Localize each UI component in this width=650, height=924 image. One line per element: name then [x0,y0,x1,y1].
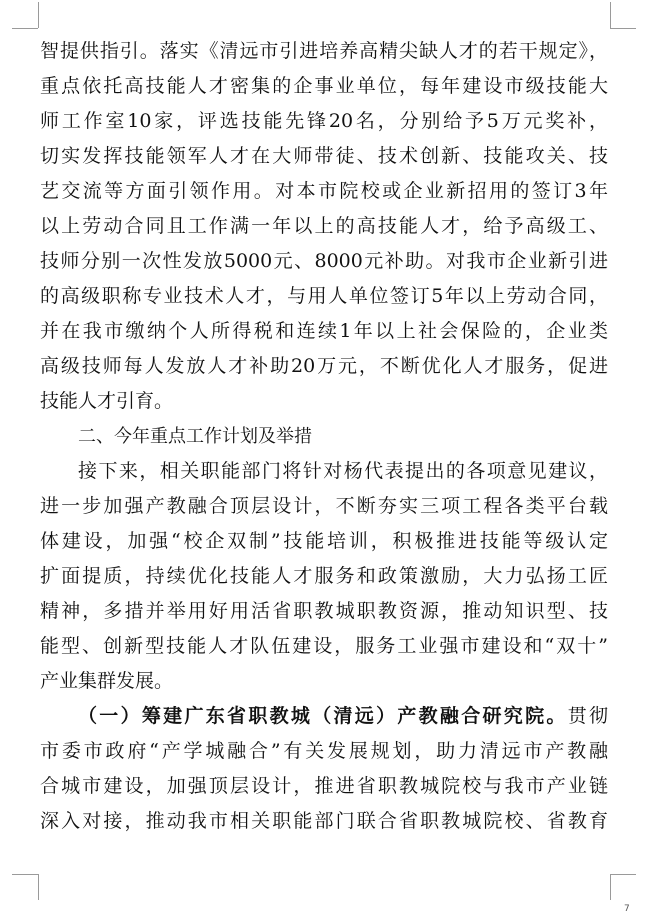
crop-mark-top-left [38,2,39,28]
crop-mark-bottom-right [610,874,636,875]
paragraph-line: 产业集群发展。 [40,670,174,692]
paragraph-line: 技师分别一次性发放5000元、8000元补助。对我市企业新引进 [40,250,608,272]
paragraph-line: 师工作室10家，评选技能先锋20名，分别给予5万元奖补， [40,110,608,132]
paragraph-line: 体建设，加强“校企双制”技能培训，积极推进技能等级认定 [40,530,608,552]
crop-mark-bottom-left [12,874,38,875]
paragraph-line: 并在我市缴纳个人所得税和连续1年以上社会保险的，企业类 [40,320,608,342]
paragraph-line: 智提供指引。落实《清远市引进培养高精尖缺人才的若干规定》， [40,40,608,62]
paragraph-line: 能型、创新型技能人才队伍建设，服务工业强市建设和“双十” [40,635,608,657]
crop-mark-top-right [610,28,636,29]
subsection-title: （一）筹建广东省职教城（清远）产教融合研究院。 [78,705,568,727]
paragraph-line: 深入对接，推动我市相关职能部门联合省职教城院校、省教育 [40,810,608,832]
crop-mark-bottom-right [610,874,611,900]
paragraph-line: 重点依托高技能人才密集的企事业单位，每年建设市级技能大 [40,75,608,97]
crop-mark-bottom-left [38,874,39,900]
subsection-title-tail: 贯彻 [567,705,608,727]
crop-mark-top-left [12,28,38,29]
paragraph-line: 扩面提质，持续优化技能人才服务和政策激励，大力弘扬工匠 [40,565,608,587]
paragraph-line: 艺交流等方面引领作用。对本市院校或企业新招用的签订3年 [40,180,608,202]
paragraph-line: 以上劳动合同且工作满一年以上的高技能人才，给予高级工、 [40,215,608,237]
paragraph-line: 进一步加强产教融合顶层设计，不断夯实三项工程各类平台载 [40,495,608,517]
page-number: 7 [624,904,630,914]
paragraph-line: 市委市政府“产学城融合”有关发展规划，助力清远市产教融 [40,740,608,762]
paragraph-line: 精神，多措并举用好用活省职教城职教资源，推动知识型、技 [40,600,608,622]
section-heading: 二、今年重点工作计划及举措 [78,426,312,447]
crop-mark-top-right [610,2,611,28]
document-body [40,34,608,839]
paragraph-line: 高级技师每人发放人才补助20万元，不断优化人才服务，促进 [40,355,608,377]
paragraph-line: 合城市建设，加强顶层设计，推进省职教城院校与我市产业链 [40,775,608,797]
paragraph-line: 接下来，相关职能部门将针对杨代表提出的各项意见建议， [78,460,608,482]
paragraph-line: 的高级职称专业技术人才，与用人单位签订5年以上劳动合同， [40,285,608,307]
subsection-first-line [40,699,608,734]
paragraph-line: 切实发挥技能领军人才在大师带徒、技术创新、技能攻关、技 [40,145,608,167]
paragraph-line: 技能人才引育。 [40,390,174,412]
